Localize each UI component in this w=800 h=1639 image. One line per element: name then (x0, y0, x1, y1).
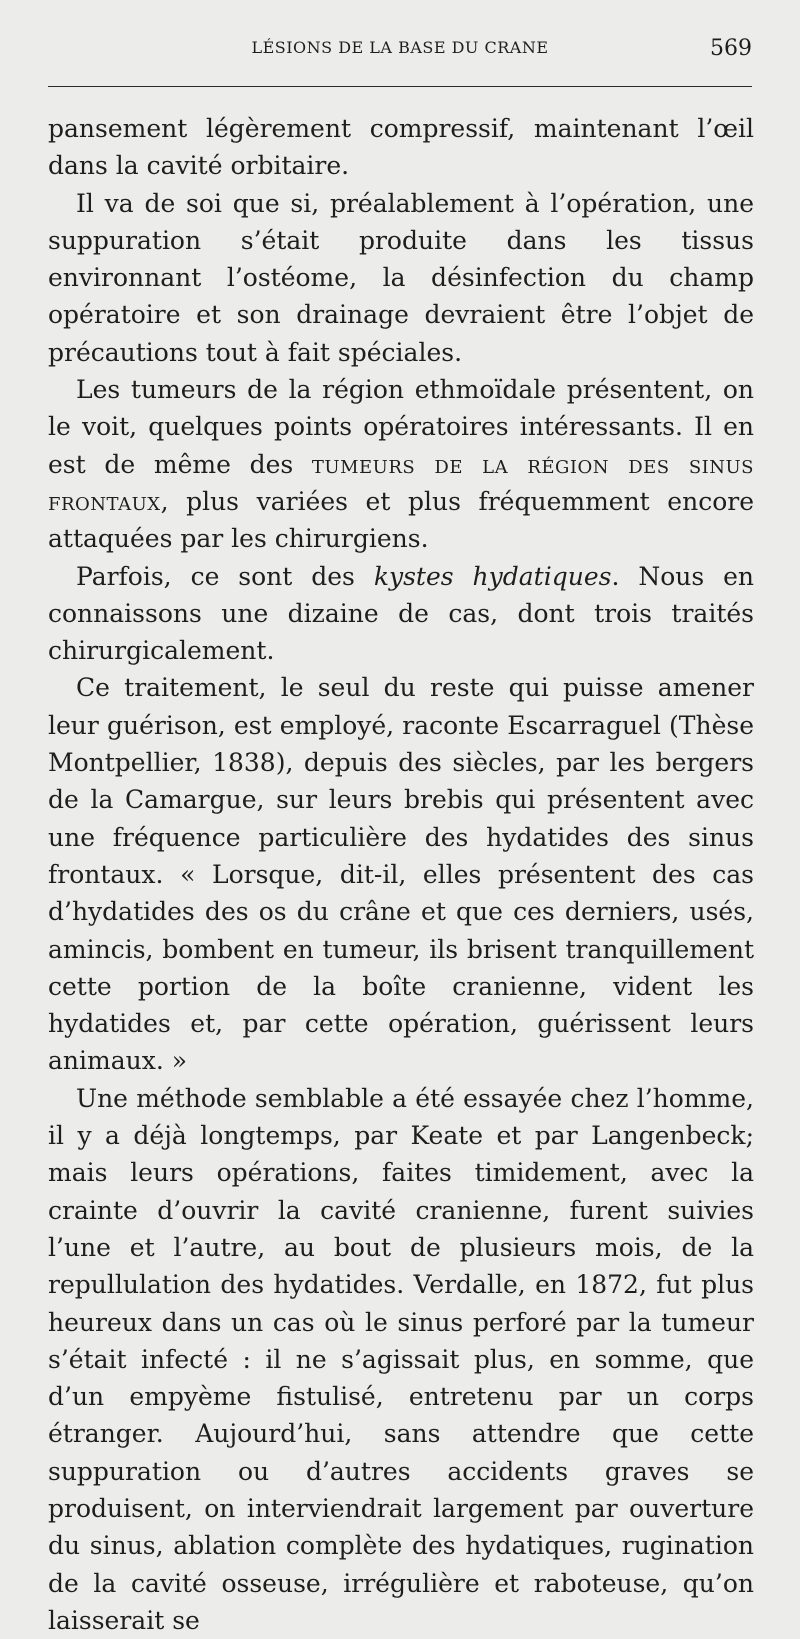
italic-term: kystes hydatiques (373, 561, 612, 591)
paragraph-1: pansement légèrement compressif, maintenant l’œil dans la cavité orbitaire. (48, 114, 754, 181)
running-head (48, 36, 752, 66)
paragraph-4-text-start: Parfois, ce sont des (76, 561, 374, 591)
header-rule (48, 86, 752, 87)
section-topic-smallcaps: tumeurs de la région des sinus frontaux (48, 449, 755, 516)
running-title: LÉSIONS DE LA BASE DU CRANE (251, 38, 549, 57)
paragraph-3-text-start: Les tumeurs de la région ethmoïdale présentent, on le voit, quelques points opératoires intéressants. Il en est de même des (48, 375, 754, 479)
paragraph-5: Ce traitement, le seul du reste qui puisse amener leur guérison, est employé, raconte Escarraguel (Thèse Montpellier, 1838), depuis des siècles, par les bergers de la Camargue, sur leurs brebis qui présentent avec une fréquence particulière des hydatides des sinus frontaux. « Lorsque, dit-il, elles présentent des cas d’hydatides des os du crâne et que ces derniers, usés, amincis, bombent en tumeur, ils brisent tranquillement cette portion de la boîte cranienne, vident les hydatides et, par cette opération, guérissent leurs animaux. » (48, 673, 754, 1076)
paragraph-3-text-end: , plus variées et plus fréquemment encore attaquées par les chirurgiens. (48, 486, 754, 554)
page-number: 569 (710, 36, 752, 61)
paragraph-3 (48, 371, 754, 557)
paragraph-6: Une méthode semblable a été essayée chez l’homme, il y a déjà longtemps, par Keate et par Langenbeck; mais leurs opérations, faites timidement, avec la crainte d’ouvrir la cavité cranienne, furent suivies l’une et l’autre, au bout de plusieurs mois, de la repullulation des hydatides. Verdalle, en 1872, fut plus heureux dans un cas où le sinus perforé par la tumeur s’était infecté : il ne s’agissait plus, en somme, que d’un empyème fistulisé, entretenu par un corps étranger. Aujourd’hui, sans attendre que cette suppuration ou d’autres accidents graves se produisent, on interviendrait largement par ouverture du sinus, ablation complète des hydatiques, rugination de la cavité osseuse, irrégulière et raboteuse, qu’on laisserait se (48, 1083, 754, 1635)
paragraph-2: Il va de soi que si, préalablement à l’opération, une suppuration s’était produite dans les tissus environnant l’ostéome, la désinfection du champ opératoire et son drainage devraient être l’objet de précautions tout à fait spéciales. (48, 188, 754, 367)
body-text (48, 110, 754, 1639)
paragraph-4-text-end: . Nous en connaissons une dizaine de cas, dont trois traités chirurgicalement. (48, 561, 755, 666)
paragraph-4 (48, 558, 754, 670)
